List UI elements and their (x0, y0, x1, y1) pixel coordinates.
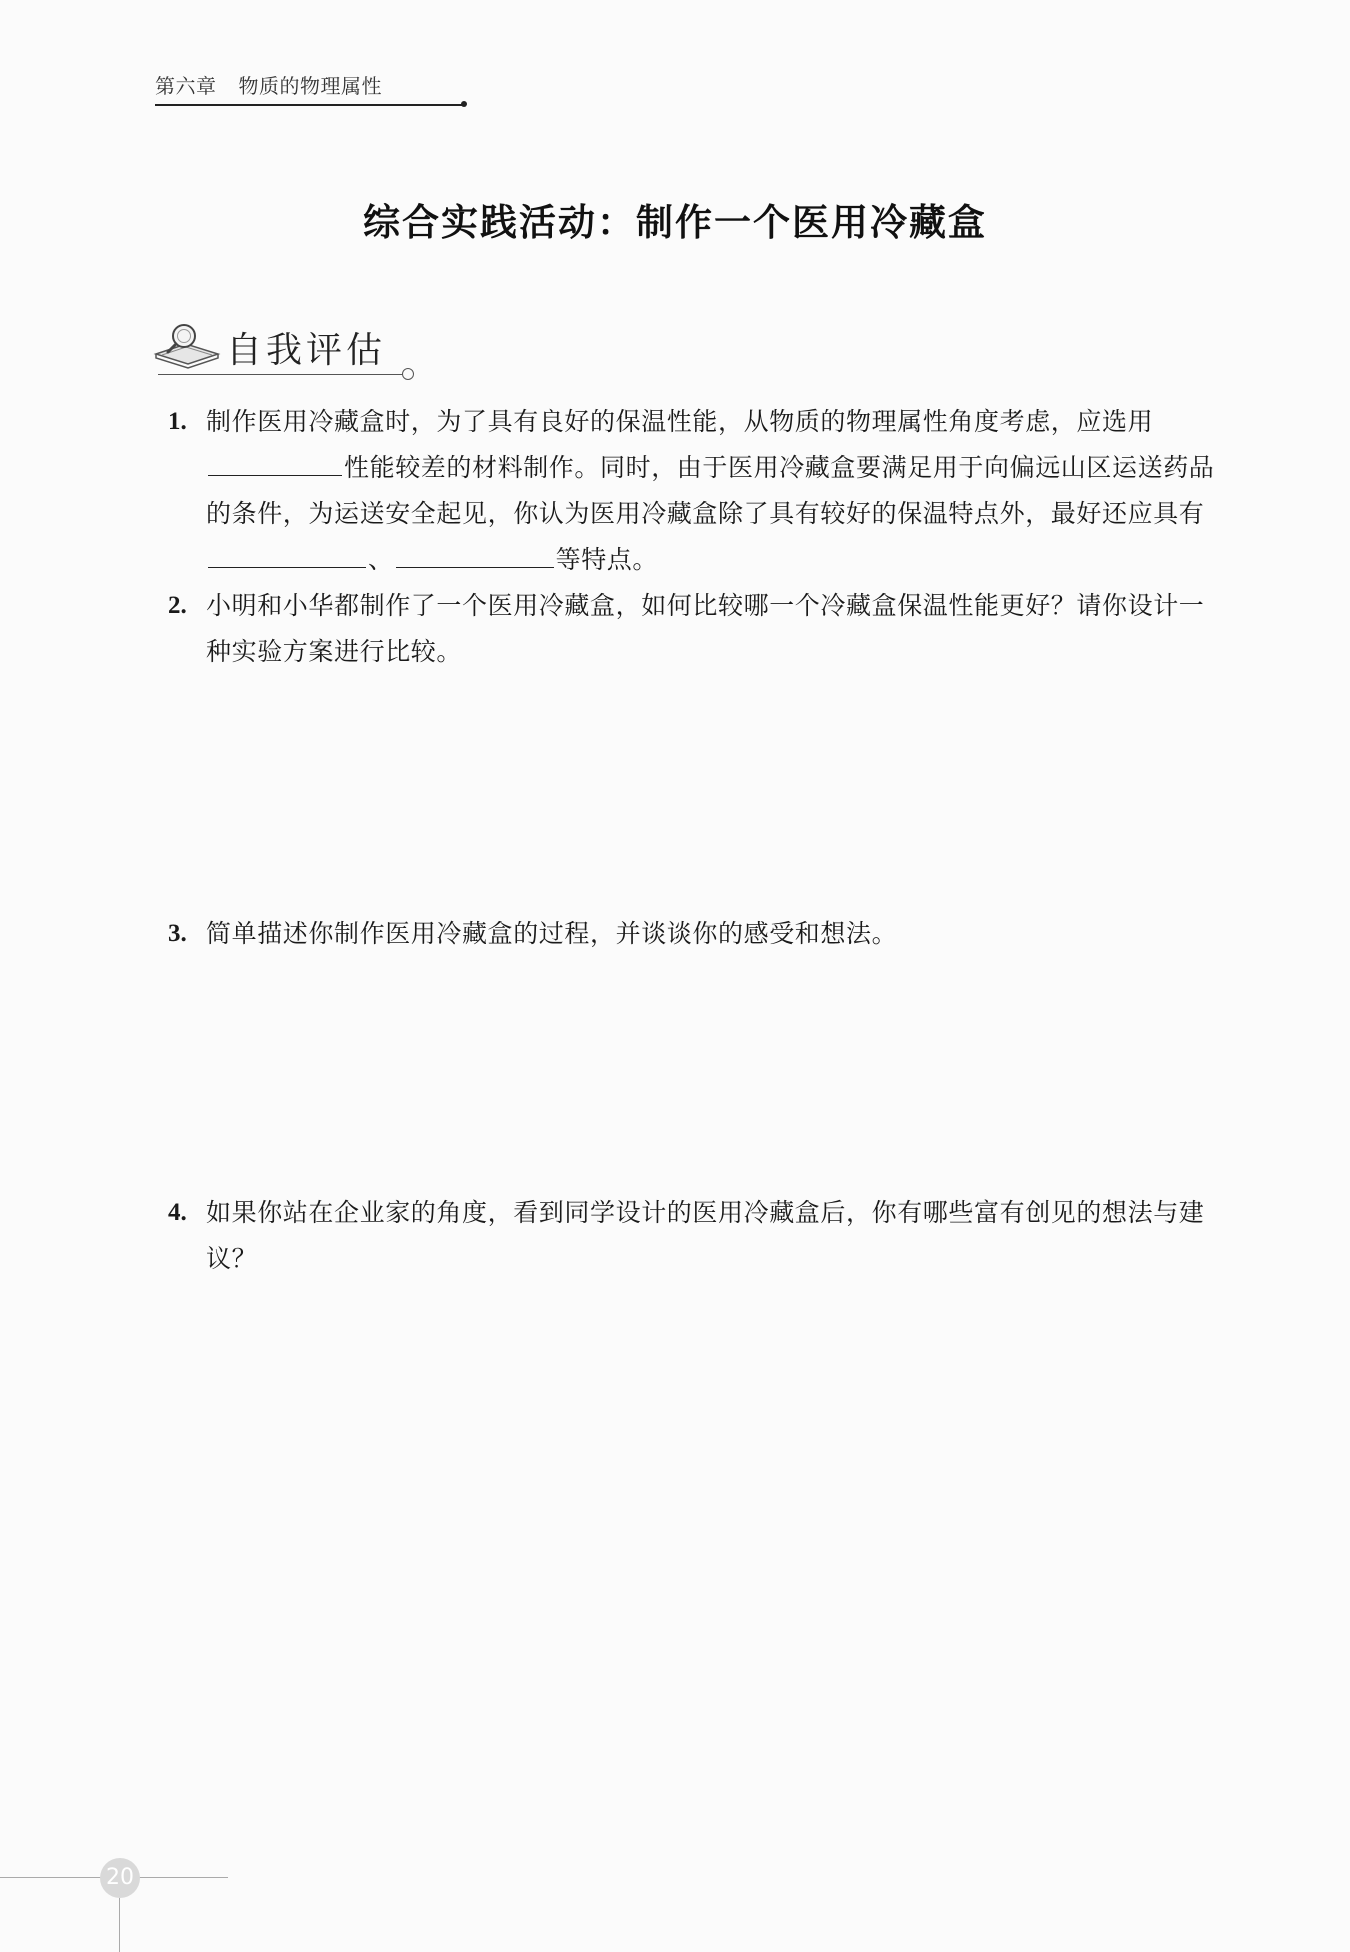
question-text (206, 399, 1228, 583)
answer-blank[interactable] (396, 539, 554, 568)
page-number: 20 (106, 1865, 134, 1890)
magnifier-book-icon (152, 320, 222, 370)
question-3 (168, 911, 1228, 957)
section-rule (158, 374, 404, 375)
answer-blank[interactable] (208, 539, 366, 568)
question-text: 简单描述你制作医用冷藏盒的过程，并谈谈你的感受和想法。 (206, 919, 898, 948)
question-4 (168, 1190, 1228, 1282)
section-rule-dot (402, 368, 414, 380)
question-number: 3. (168, 920, 187, 947)
question-1 (168, 399, 1228, 583)
question-text-part: 、 (368, 545, 394, 574)
chapter-number: 第六章 (155, 74, 217, 98)
page-title: 综合实践活动：制作一个医用冷藏盒 (363, 201, 987, 244)
question-2 (168, 583, 1228, 675)
question-text-part: 制作医用冷藏盒时，为了具有良好的保温性能，从物质的物理属性角度考虑，应选用 (206, 407, 1154, 436)
question-text: 如果你站在企业家的角度，看到同学设计的医用冷藏盒后，你有哪些富有创见的想法与建议？ (206, 1198, 1205, 1273)
header-rule-dot (461, 101, 467, 107)
header-rule (155, 104, 463, 106)
question-text-part: 性能较差的材料制作。同时，由于医用冷藏盒要满足用于向偏远山区运送药品的条件，为运送安全起见，你认为医用冷藏盒除了具有较好的保温特点外，最好还应具有 (206, 453, 1215, 528)
question-number: 4. (168, 1199, 187, 1226)
footer-vertical-rule (119, 1898, 120, 1952)
chapter-title: 物质的物理属性 (238, 74, 382, 98)
running-header (155, 70, 382, 99)
question-text-part: 等特点。 (555, 545, 659, 574)
question-text: 小明和小华都制作了一个医用冷藏盒，如何比较哪一个冷藏盒保温性能更好？请你设计一种实验方案进行比较。 (206, 591, 1205, 666)
section-label: 自我评估 (226, 330, 387, 371)
answer-blank[interactable] (208, 447, 342, 476)
question-number: 2. (168, 592, 187, 619)
question-number: 1. (168, 408, 187, 435)
